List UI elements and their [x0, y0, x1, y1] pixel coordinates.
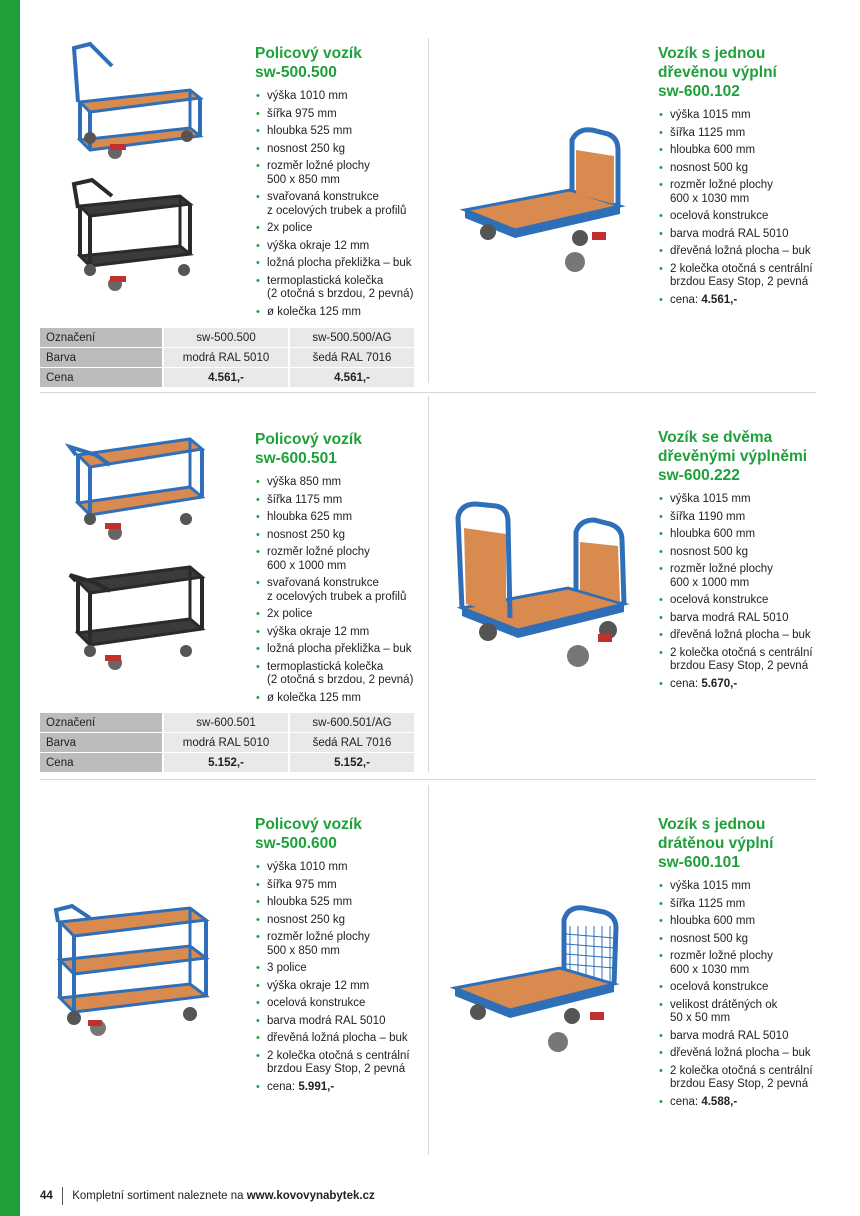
table-label: Cena: [40, 368, 163, 388]
spec-item: • hloubka 625 mm: [255, 511, 425, 525]
spec-item: • ø kolečka 125 mm: [255, 692, 425, 706]
spec-item: • barva modrá RAL 5010: [658, 1030, 833, 1044]
spec-item: • dřevěná ložná plocha – buk: [255, 1032, 425, 1046]
page-number: 44: [40, 1190, 53, 1203]
spec-item: • výška okraje 12 mm: [255, 980, 425, 994]
spec-item: • ložná plocha překližka – buk: [255, 643, 425, 657]
table-row: [40, 328, 414, 348]
table-cell: 4.561,-: [289, 368, 414, 388]
spec-item: • ocelová konstrukce: [255, 997, 425, 1011]
product-block-sw-500-600: [255, 815, 425, 1098]
spec-item: • šířka 975 mm: [255, 108, 425, 122]
spec-item: • nosnost 250 kg: [255, 529, 425, 543]
footer-website-link[interactable]: www.kovovynabytek.cz: [246, 1190, 375, 1203]
table-row: [40, 713, 414, 733]
spec-list: [255, 90, 425, 319]
product-title-line: drátěnou výplní: [658, 835, 774, 852]
spec-item: • výška okraje 12 mm: [255, 626, 425, 640]
spec-item: • dřevěná ložná plocha – buk: [658, 1047, 833, 1061]
spec-item: • rozměr ložné plochy 600 x 1030 mm: [658, 179, 828, 206]
spec-item: • nosnost 500 kg: [658, 546, 833, 560]
spec-item: • barva modrá RAL 5010: [658, 228, 828, 242]
spec-item: • hloubka 600 mm: [658, 144, 828, 158]
spec-item: • 2 kolečka otočná s centrální brzdou Easy Stop, 2 pevná: [658, 1065, 833, 1092]
spec-item: • výška 1015 mm: [658, 109, 828, 123]
spec-item-price: • cena: 4.561,-: [658, 294, 828, 308]
product-image-sw-500-500: [60, 40, 210, 300]
column-divider: [428, 396, 429, 772]
product-title-line: dřevěnými výplněmi: [658, 448, 808, 465]
price-table-sw-600-501: [40, 713, 414, 773]
table-cell: modrá RAL 5010: [163, 348, 289, 368]
spec-item: • nosnost 500 kg: [658, 162, 828, 176]
product-image-sw-600-222: [448, 498, 638, 678]
product-price: 5.670,-: [701, 677, 738, 690]
table-cell: šedá RAL 7016: [289, 348, 414, 368]
product-title: [658, 428, 833, 485]
spec-item: • 2 kolečka otočná s centrální brzdou Easy Stop, 2 pevná: [255, 1050, 425, 1077]
spec-item: • svařovaná konstrukce z ocelových trubek a profilů: [255, 577, 425, 604]
spec-item: • svařovaná konstrukce z ocelových trubek a profilů: [255, 191, 425, 218]
table-row: [40, 733, 414, 753]
table-cell: sw-500.500/AG: [289, 328, 414, 348]
product-block-sw-600-102: [658, 44, 828, 311]
product-title-line: Vozík se dvěma: [658, 429, 773, 446]
column-divider: [428, 38, 429, 383]
product-image-sw-600-101: [450, 900, 630, 1060]
spec-item: • velikost drátěných ok 50 x 50 mm: [658, 999, 833, 1026]
page-footer: [40, 1187, 375, 1205]
product-title-line: Policový vozík: [255, 816, 362, 833]
product-price: 4.588,-: [701, 1095, 738, 1108]
table-row: [40, 348, 414, 368]
spec-item-price: • cena: 5.991,-: [255, 1081, 425, 1095]
spec-item: • dřevěná ložná plocha – buk: [658, 245, 828, 259]
product-code: sw-600.501: [255, 450, 337, 467]
price-table-sw-500-500: [40, 328, 414, 388]
table-cell: sw-600.501/AG: [289, 713, 414, 733]
cart-grey: [70, 567, 202, 670]
spec-item: • 3 police: [255, 962, 425, 976]
product-block-sw-600-501: [255, 430, 425, 709]
cart-grey: [74, 180, 190, 291]
spec-item: • ložná plocha překližka – buk: [255, 257, 425, 271]
table-cell: sw-600.501: [163, 713, 289, 733]
table-label: Označení: [40, 328, 163, 348]
row-divider: [40, 779, 816, 780]
column-divider: [428, 785, 429, 1155]
spec-list: [255, 476, 425, 705]
spec-item: • 2x police: [255, 608, 425, 622]
spec-item: • ocelová konstrukce: [658, 210, 828, 224]
spec-item-price: • cena: 4.588,-: [658, 1096, 833, 1110]
spec-item: • nosnost 500 kg: [658, 933, 833, 947]
cart-blue: [70, 439, 202, 540]
table-cell: 5.152,-: [163, 753, 289, 773]
product-title-line: Policový vozík: [255, 45, 362, 62]
product-block-sw-600-101: [658, 815, 833, 1113]
product-price: 5.991,-: [298, 1080, 335, 1093]
spec-item: • rozměr ložné plochy 500 x 850 mm: [255, 160, 425, 187]
spec-item: • šířka 1125 mm: [658, 898, 833, 912]
product-block-sw-500-500: [255, 44, 425, 323]
table-label: Barva: [40, 348, 163, 368]
spec-item: • výška 1010 mm: [255, 90, 425, 104]
spec-item: • výška okraje 12 mm: [255, 240, 425, 254]
spec-list: [658, 493, 833, 691]
spec-item-price: • cena: 5.670,-: [658, 678, 833, 692]
table-label: Cena: [40, 753, 163, 773]
spec-item: • šířka 1190 mm: [658, 511, 833, 525]
spec-item: • hloubka 600 mm: [658, 528, 833, 542]
spec-item: • ocelová konstrukce: [658, 981, 833, 995]
product-image-sw-500-600: [50, 900, 220, 1040]
product-title-line: Policový vozík: [255, 431, 362, 448]
spec-item: • výška 850 mm: [255, 476, 425, 490]
product-block-sw-600-222: [658, 428, 833, 695]
spec-item: • rozměr ložné plochy 600 x 1000 mm: [255, 546, 425, 573]
product-code: sw-500.600: [255, 835, 337, 852]
row-divider: [40, 392, 816, 393]
spec-item: • ø kolečka 125 mm: [255, 306, 425, 320]
product-code: sw-600.102: [658, 83, 740, 100]
table-label: Barva: [40, 733, 163, 753]
table-row: [40, 368, 414, 388]
spec-item: • 2x police: [255, 222, 425, 236]
spec-item: • hloubka 525 mm: [255, 125, 425, 139]
spec-item: • hloubka 600 mm: [658, 915, 833, 929]
spec-item: • rozměr ložné plochy 600 x 1000 mm: [658, 563, 833, 590]
table-row: [40, 753, 414, 773]
spec-item: • výška 1015 mm: [658, 880, 833, 894]
product-title: [658, 815, 833, 872]
product-code: sw-600.222: [658, 467, 740, 484]
product-image-sw-600-501: [60, 425, 220, 675]
product-title: [255, 430, 425, 468]
product-title-line: Vozík s jednou: [658, 45, 766, 62]
product-image-sw-600-102: [460, 120, 630, 280]
spec-item: • barva modrá RAL 5010: [255, 1015, 425, 1029]
spec-item: • nosnost 250 kg: [255, 143, 425, 157]
table-cell: 4.561,-: [163, 368, 289, 388]
table-cell: 5.152,-: [289, 753, 414, 773]
table-label: Označení: [40, 713, 163, 733]
spec-item: • termoplastická kolečka (2 otočná s brzdou, 2 pevná): [255, 661, 425, 688]
spec-item: • termoplastická kolečka (2 otočná s brzdou, 2 pevná): [255, 275, 425, 302]
product-code: sw-500.500: [255, 64, 337, 81]
spec-item: • 2 kolečka otočná s centrální brzdou Easy Stop, 2 pevná: [658, 647, 833, 674]
spec-item: • nosnost 250 kg: [255, 914, 425, 928]
spec-item: • šířka 975 mm: [255, 879, 425, 893]
spec-item: • výška 1010 mm: [255, 861, 425, 875]
product-title-line: Vozík s jednou: [658, 816, 766, 833]
spec-item: • rozměr ložné plochy 500 x 850 mm: [255, 931, 425, 958]
product-title: [255, 815, 425, 853]
spec-item: • 2 kolečka otočná s centrální brzdou Easy Stop, 2 pevná: [658, 263, 828, 290]
spec-item: • hloubka 525 mm: [255, 896, 425, 910]
spec-item: • šířka 1175 mm: [255, 494, 425, 508]
spec-item: • výška 1015 mm: [658, 493, 833, 507]
product-title: [255, 44, 425, 82]
spec-item: • barva modrá RAL 5010: [658, 612, 833, 626]
spec-list: [658, 880, 833, 1109]
table-cell: modrá RAL 5010: [163, 733, 289, 753]
cart-blue: [74, 44, 200, 159]
spec-item: • šířka 1125 mm: [658, 127, 828, 141]
accent-side-bar: [0, 0, 20, 1216]
product-code: sw-600.101: [658, 854, 740, 871]
spec-item: • rozměr ložné plochy 600 x 1030 mm: [658, 950, 833, 977]
table-cell: šedá RAL 7016: [289, 733, 414, 753]
spec-list: [658, 109, 828, 307]
table-cell: sw-500.500: [163, 328, 289, 348]
spec-list: [255, 861, 425, 1094]
product-price: 4.561,-: [701, 293, 738, 306]
footer-text: Kompletní sortiment naleznete na: [72, 1190, 244, 1203]
spec-item: • ocelová konstrukce: [658, 594, 833, 608]
spec-item: • dřevěná ložná plocha – buk: [658, 629, 833, 643]
footer-divider: [62, 1187, 63, 1205]
product-title-line: dřevěnou výplní: [658, 64, 777, 81]
product-title: [658, 44, 828, 101]
